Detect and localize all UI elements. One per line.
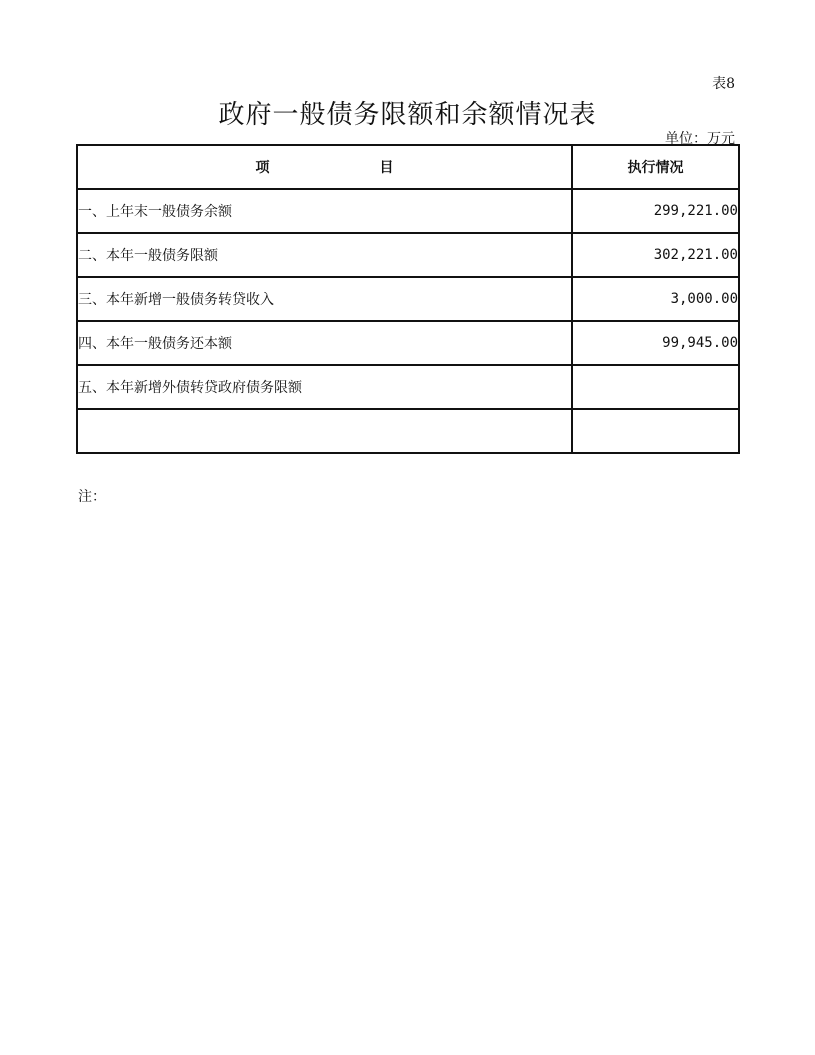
row-value: 3,000.00 — [572, 277, 739, 321]
table-row — [77, 189, 739, 233]
row-value — [572, 365, 739, 409]
header-item-part1: 项 — [255, 160, 270, 176]
row-label: 三、本年新增一般债务转贷收入 — [77, 277, 572, 321]
row-label — [77, 409, 572, 453]
table-row — [77, 409, 739, 453]
row-value: 99,945.00 — [572, 321, 739, 365]
row-value: 299,221.00 — [572, 189, 739, 233]
note-label: 注： — [78, 489, 106, 505]
table-row — [77, 365, 739, 409]
table-row — [77, 321, 739, 365]
table-row — [77, 233, 739, 277]
row-label: 二、本年一般债务限额 — [77, 233, 572, 277]
row-label: 一、上年末一般债务余额 — [77, 189, 572, 233]
table-header-row — [77, 145, 739, 189]
header-execution: 执行情况 — [572, 145, 739, 189]
table-number: 表8 — [712, 76, 735, 92]
header-item-part2: 目 — [379, 160, 394, 176]
row-label: 四、本年一般债务还本额 — [77, 321, 572, 365]
row-label: 五、本年新增外债转贷政府债务限额 — [77, 365, 572, 409]
header-item — [77, 145, 572, 189]
page-title: 政府一般债务限额和余额情况表 — [218, 100, 597, 130]
row-value: 302,221.00 — [572, 233, 739, 277]
row-value — [572, 409, 739, 453]
table-row — [77, 277, 739, 321]
debt-table — [76, 144, 740, 454]
unit-label: 单位：万元 — [665, 131, 735, 147]
